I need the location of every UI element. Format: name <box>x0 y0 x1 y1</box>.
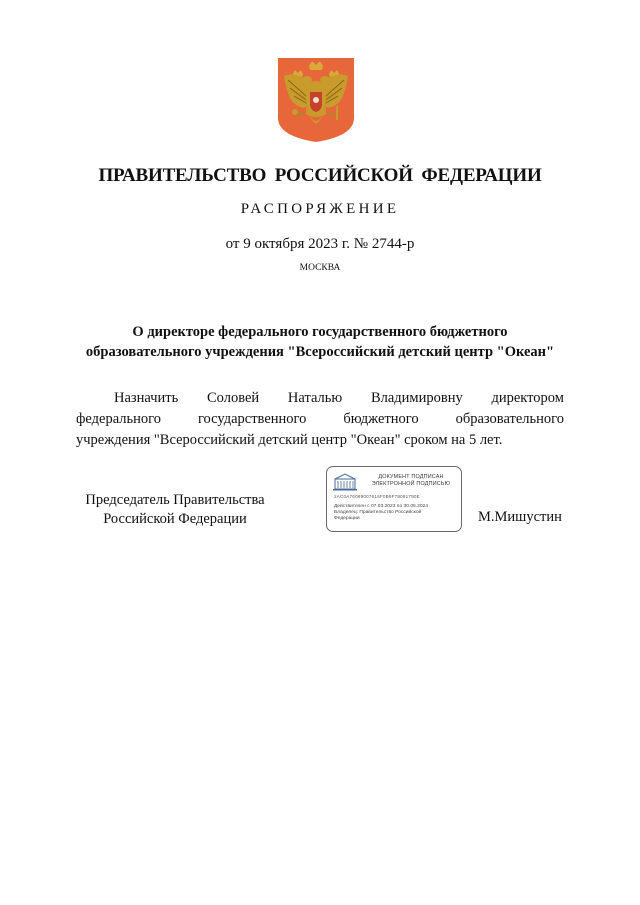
document-type: РАСПОРЯЖЕНИЕ <box>240 201 400 217</box>
electronic-signature-stamp <box>326 466 462 532</box>
signatory-title-line-1: Председатель Правительства <box>85 492 265 508</box>
russian-coat-of-arms-icon <box>276 56 356 144</box>
order-line-1 <box>76 388 564 409</box>
document-subject <box>60 322 580 362</box>
signatory-title <box>60 491 290 529</box>
order-word: федерального <box>76 411 161 427</box>
order-word: Наталью <box>287 390 343 406</box>
subject-line-1: О директоре федерального государственного бюджетного <box>132 324 508 340</box>
certificate-owner-line-2: Федерации <box>334 516 360 521</box>
signatory-title-line-2: Российской Федерации <box>103 511 247 527</box>
order-text <box>76 388 564 451</box>
certificate-serial: 2AC0A76069007616F0B9F78091790E <box>334 494 420 499</box>
subject-line-2: образовательного учреждения "Всероссийский детский центр "Океан" <box>85 344 555 360</box>
stamp-heading-line-1: ДОКУМЕНТ ПОДПИСАН <box>378 474 444 480</box>
stamp-heading-line-2: ЭЛЕКТРОННОЙ ПОДПИСЬЮ <box>371 481 451 487</box>
order-word: образовательного <box>455 411 564 427</box>
order-word: директором <box>491 390 564 406</box>
signatory-name: М.Мишустин <box>478 509 562 525</box>
signature-stamp-heading <box>363 474 459 488</box>
order-line-3: учреждения "Всероссийский детский центр "Океан" сроком на 5 лет. <box>76 432 503 448</box>
order-line-2 <box>76 409 564 430</box>
order-word: Соловей <box>207 390 260 406</box>
order-word: бюджетного <box>343 411 419 427</box>
certificate-validity: Действителен с 07.03.2023 по 30.05.2024 <box>334 504 428 509</box>
document-place: МОСКВА <box>299 263 341 273</box>
government-title: ПРАВИТЕЛЬСТВО РОССИЙСКОЙ ФЕДЕРАЦИИ <box>98 165 542 186</box>
order-word: Назначить <box>114 390 179 406</box>
order-word: Владимировну <box>370 390 463 406</box>
certificate-owner-line-1: Владелец: Правительство Российской <box>334 510 422 515</box>
document-date-number: от 9 октября 2023 г. № 2744-р <box>225 236 415 252</box>
order-word: государственного <box>197 411 307 427</box>
certificate-details <box>334 504 458 522</box>
government-building-icon <box>333 473 357 491</box>
